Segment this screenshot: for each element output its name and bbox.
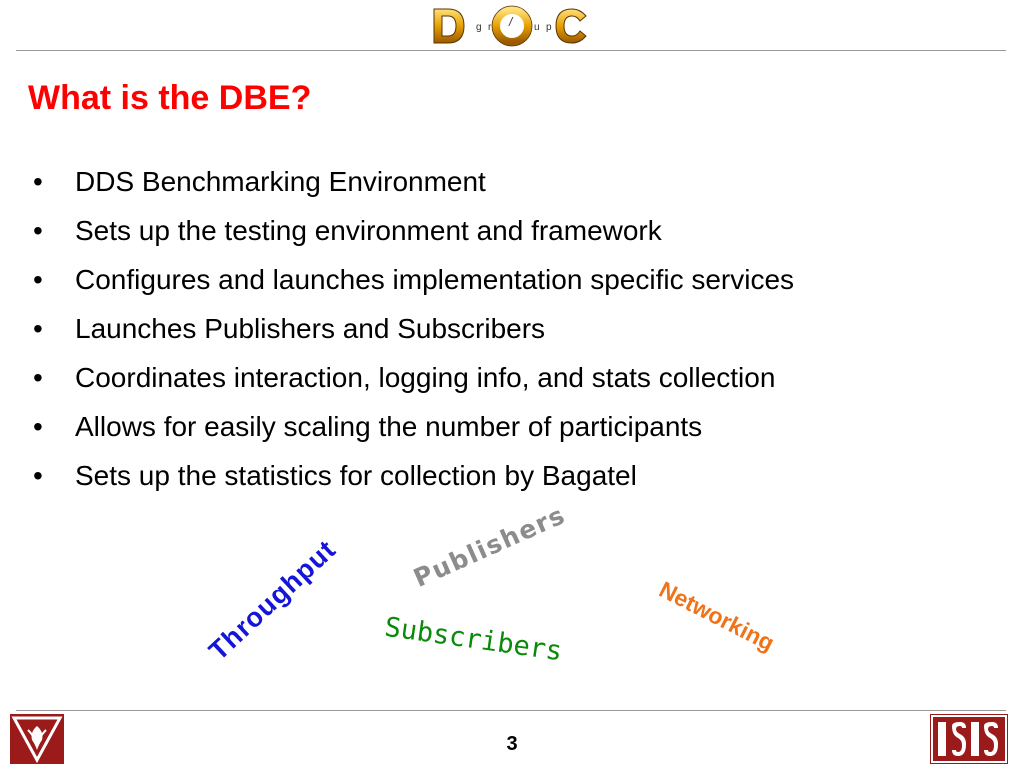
bullet-list: [30, 162, 990, 505]
wordart-subscribers: Subscribers: [382, 611, 565, 668]
svg-text:r: r: [488, 22, 492, 33]
bullet-text: Allows for easily scaling the number of participants: [75, 411, 703, 442]
page-number: 3: [506, 733, 518, 755]
bullet-dot: •: [33, 264, 43, 295]
bullet-item: [30, 211, 990, 260]
bullet-item: [30, 456, 990, 505]
wordart-networking: Networking: [655, 576, 779, 657]
bullet-dot: •: [33, 460, 43, 491]
bullet-item: [30, 407, 990, 456]
header-divider: [16, 50, 1006, 51]
bullet-dot: •: [33, 411, 43, 442]
slide-title: What is the DBE?: [28, 79, 312, 117]
bullet-dot: •: [33, 215, 43, 246]
isis-logo: [930, 714, 1008, 764]
bullet-text: Sets up the statistics for collection by Bagatel: [75, 460, 637, 491]
doc-group-logo: [430, 4, 594, 48]
bullet-dot: •: [33, 166, 43, 197]
svg-text:p: p: [546, 22, 552, 33]
svg-text:/: /: [509, 15, 513, 29]
footer-divider: [16, 710, 1006, 711]
bullet-text: Sets up the testing environment and framework: [75, 215, 662, 246]
bullet-dot: •: [33, 313, 43, 344]
bullet-text: Configures and launches implementation specific services: [75, 264, 795, 295]
wordart-throughput: Throughput: [203, 534, 342, 667]
bullet-text: DDS Benchmarking Environment: [75, 166, 486, 197]
bullet-item: [30, 260, 990, 309]
bullet-dot: •: [33, 362, 43, 393]
bullet-item: [30, 162, 990, 211]
bullet-text: Coordinates interaction, logging info, and stats collection: [75, 362, 776, 393]
wordart-publishers: Publishers: [409, 500, 570, 593]
bullet-text: Launches Publishers and Subscribers: [75, 313, 546, 344]
svg-text:g: g: [476, 22, 482, 33]
svg-text:u: u: [534, 22, 540, 33]
bullet-item: [30, 309, 990, 358]
bullet-item: [30, 358, 990, 407]
